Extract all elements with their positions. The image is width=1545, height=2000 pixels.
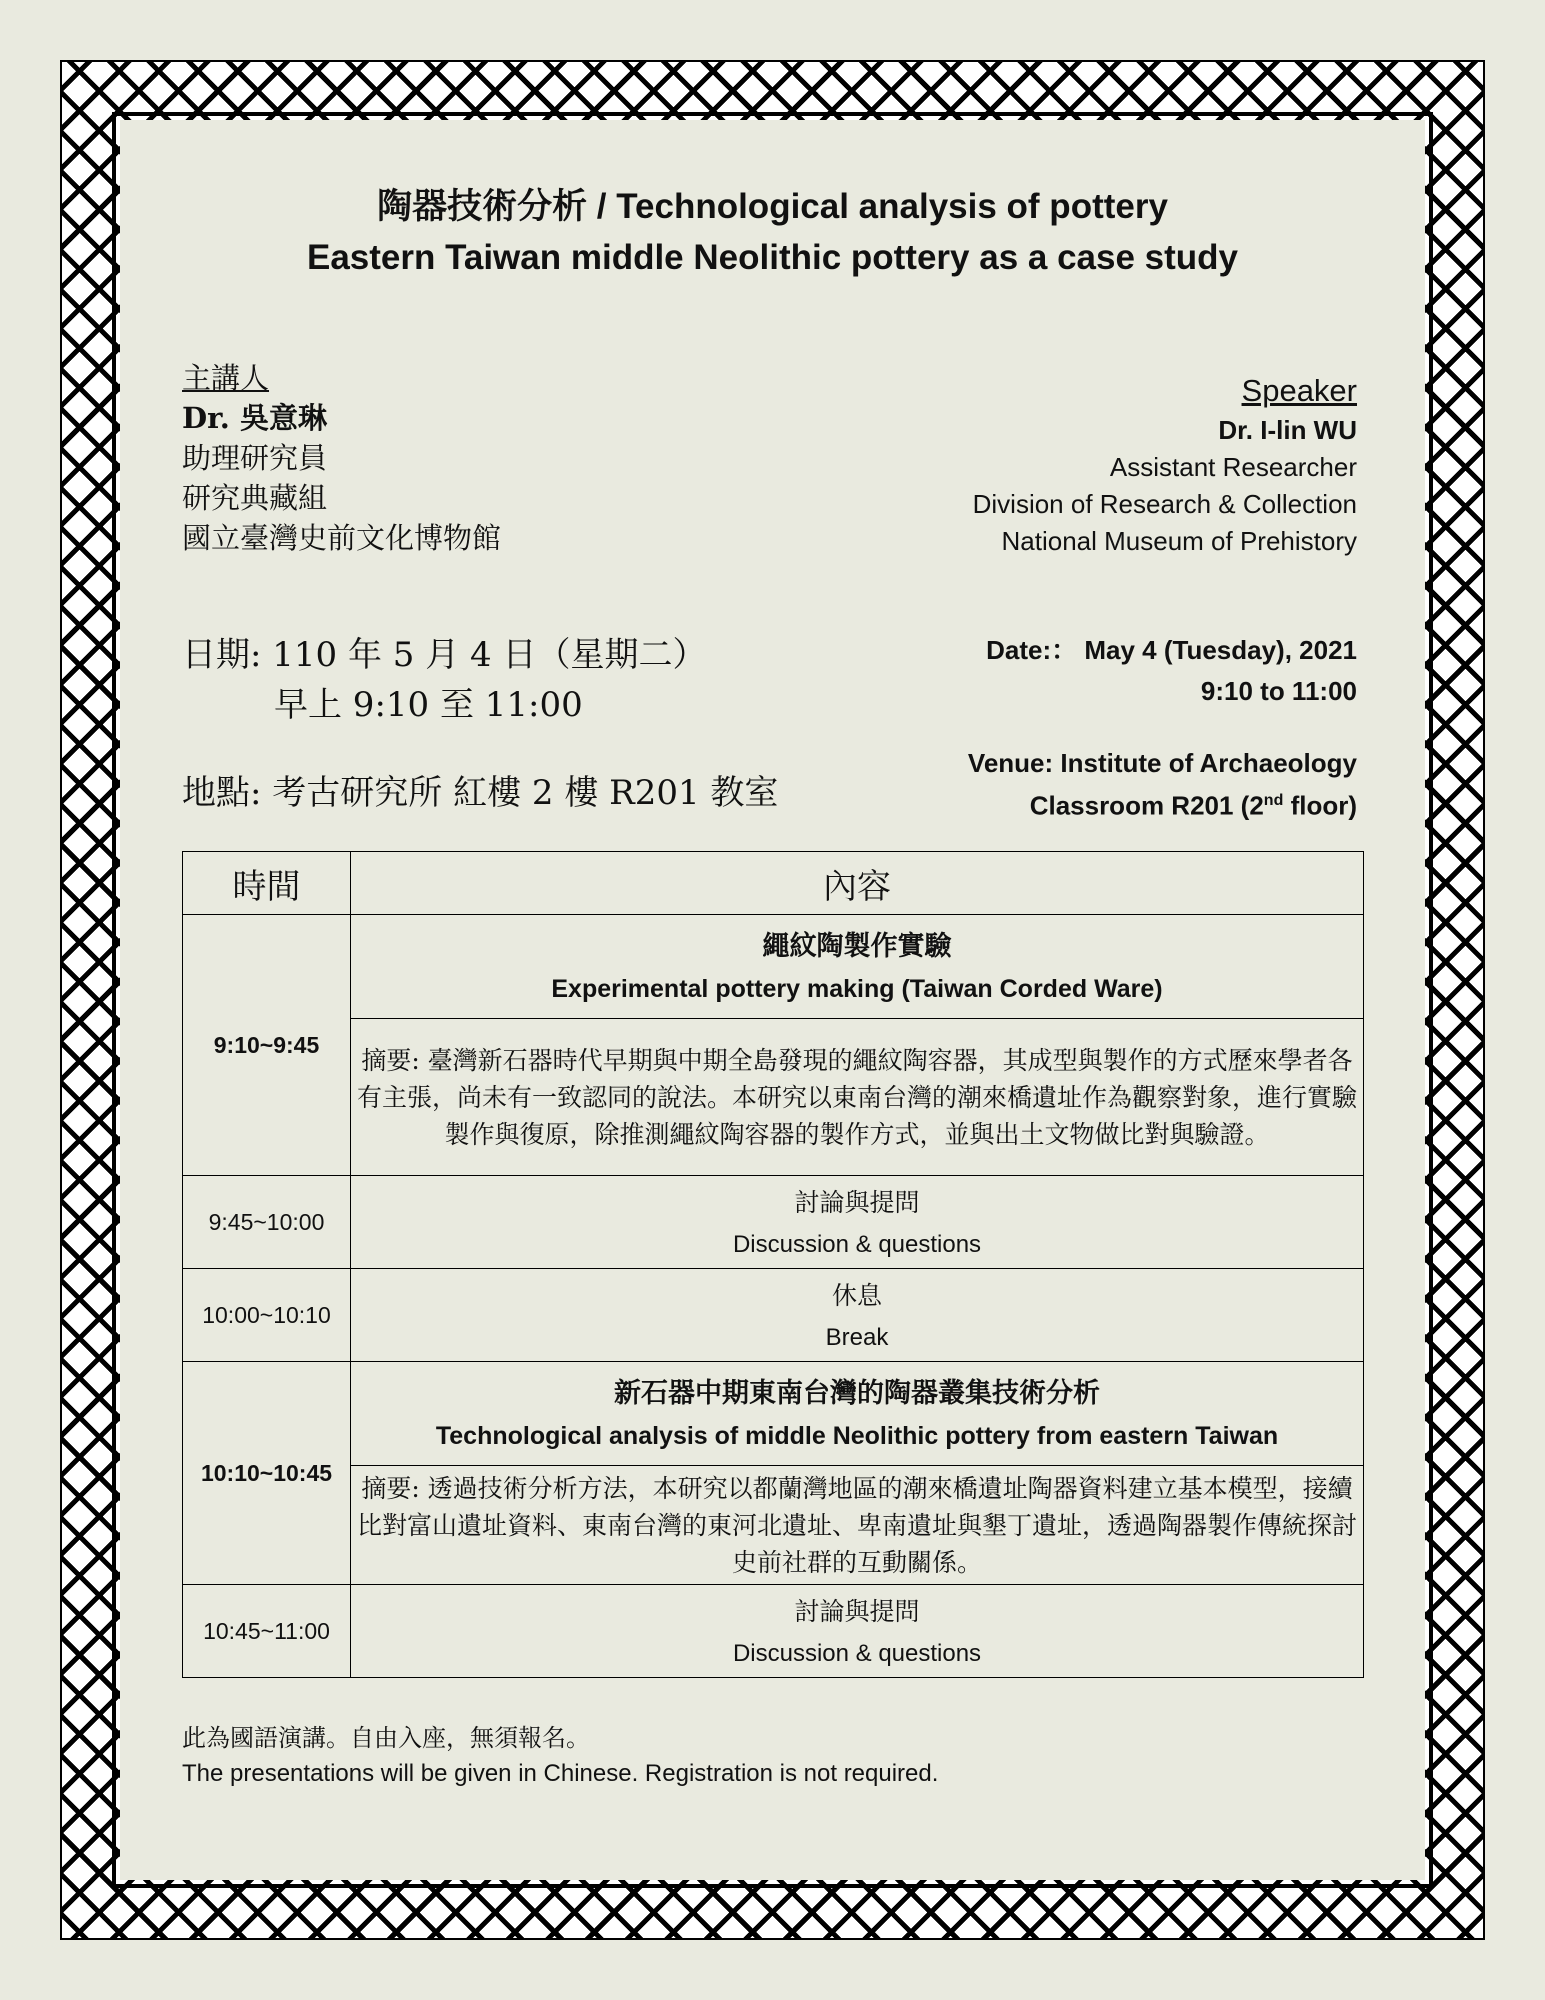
header-time: 時間 <box>183 852 351 915</box>
title-line-2: Eastern Taiwan middle Neolithic pottery as a case study <box>306 238 1239 277</box>
row-title-cell <box>351 1176 1364 1269</box>
speaker-zh-museum: 國立臺灣史前文化博物館 <box>182 521 502 555</box>
date-en-line2: 9:10 to 11:00 <box>1200 676 1357 706</box>
date-en-line1: Date:： May 4 (Tuesday), 2021 <box>986 635 1357 665</box>
venue-en-line2-pre: Classroom R201 (2 <box>1029 790 1264 821</box>
row-time: 10:10~10:45 <box>183 1362 351 1585</box>
speaker-zh-heading: 主講人 <box>182 361 270 395</box>
venue-zh: 地點: 考古研究所 紅樓 2 樓 R201 教室 <box>182 773 779 813</box>
date-zh-line2: 早上 9:10 至 11:00 <box>274 685 583 725</box>
row-abstract: 摘要: 臺灣新石器時代早期與中期全島發現的繩紋陶容器，其成型與製作的方式歷來學者各有主張，尚未有一致認同的說法。本研究以東南台灣的潮來橋遺址作為觀察對象，進行實驗製作與復原，除推測繩紋陶容器的製作方式，並與出土文物做比對與驗證。 <box>351 1019 1364 1176</box>
poster-content <box>120 120 1425 1880</box>
venue-en <box>968 745 1357 825</box>
speaker-zh-position: 助理研究員 <box>182 441 328 475</box>
row-title-en: Discussion & questions <box>732 1640 982 1667</box>
table-row <box>183 915 1364 1019</box>
speaker-en-name: Dr. I-lin WU <box>1218 415 1357 445</box>
footer-zh: 此為國語演講。自由入座，無須報名。 <box>182 1724 590 1752</box>
table-row <box>183 1362 1364 1466</box>
date-zh <box>182 630 706 730</box>
schedule-table <box>182 851 1364 1678</box>
row-title-cell <box>351 1585 1364 1678</box>
row-title-en: Break <box>825 1324 889 1351</box>
venue-en-line1: Venue: Institute of Archaeology <box>967 748 1357 778</box>
venue-en-line2-sup: nd <box>1263 792 1284 809</box>
speaker-en <box>973 370 1357 560</box>
row-title-zh: 新石器中期東南台灣的陶器叢集技術分析 <box>614 1377 1100 1409</box>
venue-en-line2 <box>968 782 1357 825</box>
speaker-zh-name: Dr. 吳意琳 <box>182 401 327 435</box>
row-time: 9:45~10:00 <box>183 1176 351 1269</box>
table-row <box>183 1176 1364 1269</box>
row-title-cell <box>351 1269 1364 1362</box>
footer-note <box>182 1720 938 1792</box>
footer-en: The presentations will be given in Chinese. Registration is not required. <box>182 1760 939 1787</box>
speaker-zh <box>182 358 501 558</box>
table-row <box>183 1269 1364 1362</box>
row-title-en: Discussion & questions <box>732 1231 982 1258</box>
speaker-zh-division: 研究典藏組 <box>182 481 328 515</box>
speaker-en-division: Division of Research & Collection <box>972 489 1357 519</box>
row-title-en: Technological analysis of middle Neolithic pottery from eastern Taiwan <box>435 1421 1279 1450</box>
row-time: 10:45~11:00 <box>183 1585 351 1678</box>
speaker-en-museum: National Museum of Prehistory <box>1001 526 1357 556</box>
venue-en-line2-post: floor) <box>1283 790 1357 821</box>
row-title-zh: 休息 <box>831 1281 882 1310</box>
row-title-zh: 繩紋陶製作實驗 <box>762 930 952 962</box>
date-en <box>986 630 1357 712</box>
row-time: 10:00~10:10 <box>183 1269 351 1362</box>
row-title-zh: 討論與提問 <box>794 1597 920 1626</box>
row-abstract: 摘要: 透過技術分析方法，本研究以都蘭灣地區的潮來橋遺址陶器資料建立基本模型，接續比對富山遺址資料、東南台灣的東河北遺址、卑南遺址與墾丁遺址，透過陶器製作傳統探討史前社群的互動關係。 <box>351 1466 1364 1585</box>
table-row <box>183 1019 1364 1176</box>
speaker-en-heading: Speaker <box>1241 373 1357 408</box>
row-title-zh: 討論與提問 <box>794 1188 920 1217</box>
row-time: 9:10~9:45 <box>183 915 351 1176</box>
row-title-en: Experimental pottery making (Taiwan Corded Ware) <box>551 974 1163 1003</box>
speaker-en-position: Assistant Researcher <box>1109 452 1357 482</box>
title-line-1: 陶器技術分析 / Technological analysis of pottery <box>377 187 1168 226</box>
table-header-row <box>183 852 1364 915</box>
table-row <box>183 1466 1364 1585</box>
row-title-cell <box>351 915 1364 1019</box>
date-zh-line1: 日期: 110 年 5 月 4 日（星期二） <box>182 635 707 675</box>
row-title-cell <box>351 1362 1364 1466</box>
table-row <box>183 1585 1364 1678</box>
header-content: 內容 <box>351 852 1364 915</box>
